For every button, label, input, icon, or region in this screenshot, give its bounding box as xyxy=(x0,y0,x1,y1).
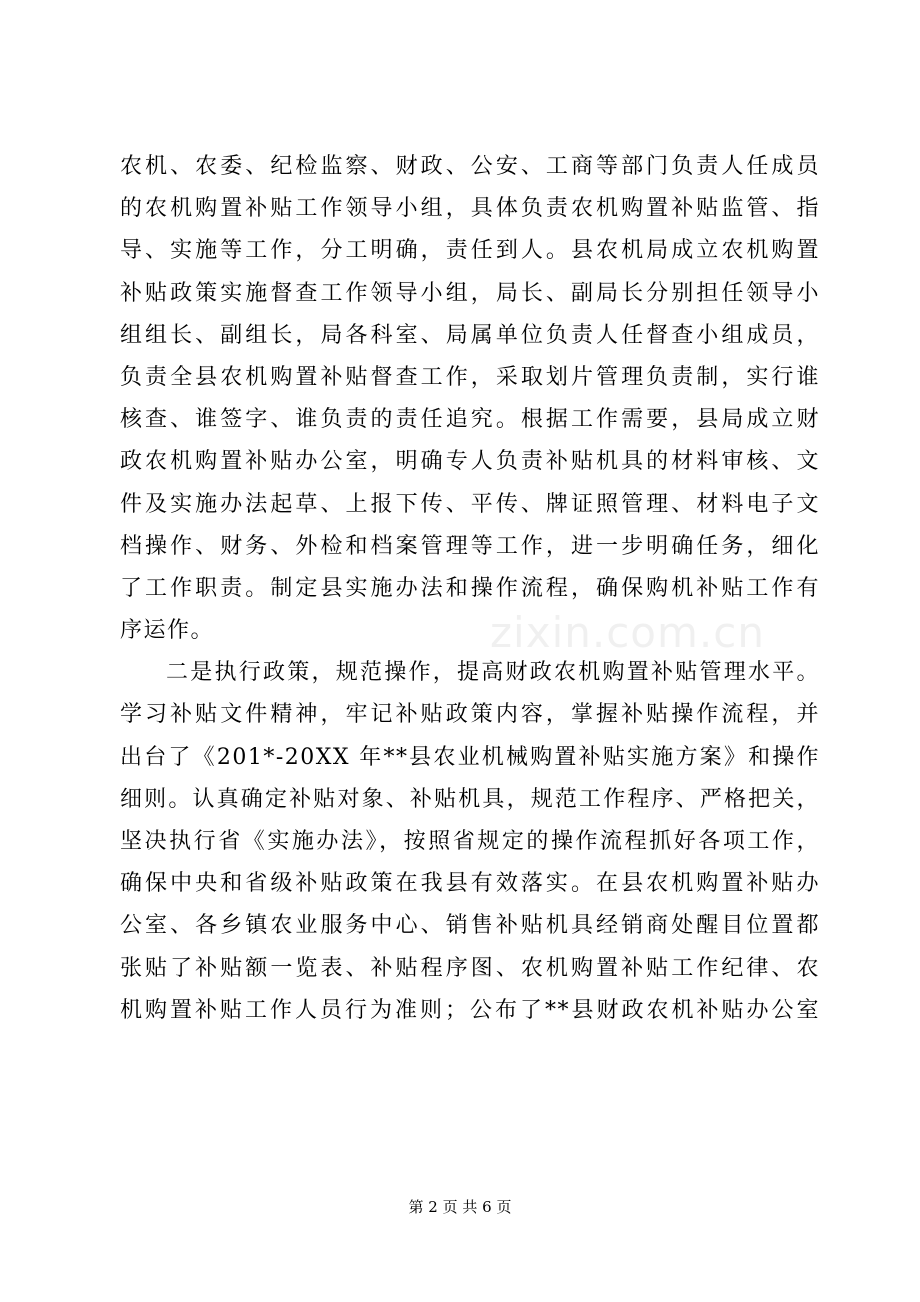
paragraph-1-line: 负责全县农机购置补贴督查工作，采取划片管理负责制，实行谁 xyxy=(120,364,820,390)
paragraph-2-line: 坚决执行省《实施办法》，按照省规定的操作流程抓好各项工作， xyxy=(120,829,820,854)
paragraph-2-line: 出台了《201*-20XX 年**县农业机械购置补贴实施方案》和操作 xyxy=(120,744,820,770)
paragraph-2-line: 公室、各乡镇农业服务中心、销售补贴机具经销商处醒目位置都 xyxy=(120,913,820,939)
watermark: zixin.com.cn xyxy=(490,608,765,657)
paragraph-1-line: 导、实施等工作，分工明确，责任到人。县农机局成立农机购置 xyxy=(120,238,820,264)
paragraph-1-line: 件及实施办法起草、上报下传、平传、牌证照管理、材料电子文 xyxy=(120,491,820,517)
paragraph-2-first-line: 二是执行政策，规范操作，提高财政农机购置补贴管理水平。 xyxy=(166,660,820,686)
paragraph-1-line: 补贴政策实施督查工作领导小组，局长、副局长分别担任领导小 xyxy=(120,280,820,306)
paragraph-1-line: 核查、谁签字、谁负责的责任追究。根据工作需要，县局成立财 xyxy=(120,407,820,433)
paragraph-2-line: 细则。认真确定补贴对象、补贴机具，规范工作程序、严格把关， xyxy=(120,786,820,812)
paragraph-1-line: 的农机购置补贴工作领导小组，具体负责农机购置补贴监管、指 xyxy=(120,196,820,222)
paragraph-2-line: 张贴了补贴额一览表、补贴程序图、农机购置补贴工作纪律、农 xyxy=(120,955,820,981)
paragraph-1-line: 了工作职责。制定县实施办法和操作流程，确保购机补贴工作有 xyxy=(120,575,820,601)
paragraph-1-line: 组组长、副组长，局各科室、局属单位负责人任督查小组成员， xyxy=(120,322,820,348)
document-body xyxy=(120,146,820,1032)
paragraph-1-line: 农机、农委、纪检监察、财政、公安、工商等部门负责人任成员 xyxy=(120,154,820,179)
paragraph-2-line: 学习补贴文件精神，牢记补贴政策内容，掌握补贴操作流程，并 xyxy=(120,702,820,728)
paragraph-2-line: 确保中央和省级补贴政策在我县有效落实。在县农机购置补贴办 xyxy=(120,871,820,897)
paragraph-1-line: 政农机购置补贴办公室，明确专人负责补贴机具的材料审核、文 xyxy=(120,449,820,475)
paragraph-1-line: 档操作、财务、外检和档案管理等工作，进一步明确任务，细化 xyxy=(120,533,820,559)
paragraph-2-line: 机购置补贴工作人员行为准则；公布了**县财政农机补贴办公室 xyxy=(120,997,820,1023)
page-footer xyxy=(0,1196,920,1217)
paragraph-1-last-line: 序运作。 xyxy=(120,618,215,644)
page-number-label: 第 2 页 共 6 页 xyxy=(408,1198,512,1216)
